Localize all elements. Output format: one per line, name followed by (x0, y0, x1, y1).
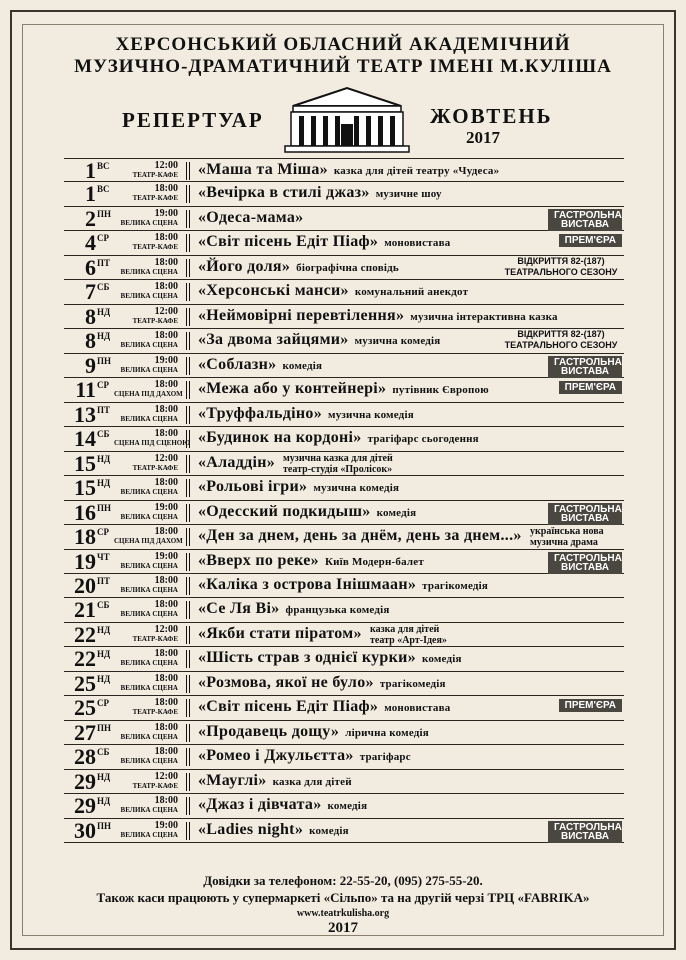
row-show-title: «Одесский подкидыш» (198, 502, 371, 520)
row-badge: ПРЕМ'ЄРА (559, 699, 622, 712)
schedule-row (64, 378, 624, 402)
schedule-row (64, 476, 624, 500)
row-genre-line1: музична казка для дітей (283, 452, 393, 464)
row-time: 18:00 (154, 795, 178, 807)
row-genre: комунальний анекдот (354, 286, 469, 299)
row-weekday: НД (97, 478, 111, 489)
row-genre: лірична комедія (345, 726, 429, 739)
footer-website[interactable]: www.teatrkulisha.org (296, 908, 390, 919)
theatre-name-line2: МУЗИЧНО-ДРАМАТИЧНИЙ ТЕАТР ІМЕНІ М.КУЛІША (74, 56, 612, 77)
row-venue: ВЕЛИКА СЦЕНА (120, 414, 178, 423)
row-weekday: ПТ (97, 404, 111, 415)
row-show-title: «Одеса-мама» (198, 208, 304, 226)
row-show-title: «Шість страв з однієї курки» (198, 649, 416, 667)
row-weekday: НД (97, 649, 111, 660)
row-divider (186, 162, 190, 180)
row-time: 18:00 (154, 648, 178, 660)
row-day: 13 (74, 401, 96, 427)
row-weekday: НД (97, 796, 111, 807)
schedule-row (64, 672, 624, 696)
schedule-row (64, 256, 624, 280)
row-genre: біографічна сповідь (296, 261, 399, 274)
row-day: 8 (85, 303, 96, 329)
row-venue: ВЕЛИКА СЦЕНА (120, 292, 178, 301)
row-show (198, 282, 468, 300)
row-show-title: «Соблазн» (198, 355, 277, 373)
row-time: 19:00 (154, 354, 178, 366)
row-time: 12:00 (154, 623, 178, 635)
row-time: 18:00 (154, 183, 178, 195)
row-show-title: «Ден за днем, день за днём, день за днем...» (198, 527, 522, 545)
row-venue: ВЕЛИКА СЦЕНА (120, 830, 178, 839)
row-day: 20 (74, 572, 96, 598)
row-weekday: СР (97, 380, 109, 391)
footer-phones: Довідки за телефоном: 22-55-20, (095) 275-55-20. (203, 873, 483, 888)
row-venue: ТЕАТР-КАФЕ (132, 171, 178, 179)
row-weekday: СР (97, 527, 109, 538)
repertoire-label: РЕПЕРТУАР (122, 108, 264, 132)
row-day: 8 (85, 328, 96, 354)
row-badge: ГАСТРОЛЬНА ВИСТАВА (548, 552, 622, 574)
row-venue: ТЕАТР-КАФЕ (132, 708, 178, 717)
schedule-row (64, 403, 624, 427)
row-time: 18:00 (154, 746, 178, 758)
footer-year: 2017 (328, 920, 358, 936)
row-genre: комедія (282, 359, 323, 372)
row-show (198, 258, 399, 276)
row-time: 12:00 (154, 452, 178, 464)
row-day: 4 (85, 230, 96, 256)
row-weekday: СБ (97, 600, 110, 611)
schedule-row (64, 329, 624, 353)
row-badge: ГАСТРОЛЬНА ВИСТАВА (548, 503, 622, 525)
row-day: 15 (74, 475, 96, 501)
row-divider (186, 455, 190, 473)
row-day: 7 (85, 279, 96, 305)
month-label: ЖОВТЕНЬ (430, 104, 553, 128)
schedule-row (64, 525, 624, 549)
row-genre: путівник Європою (392, 384, 489, 397)
row-venue: СЦЕНА ПІД ДАХОМ (114, 390, 183, 399)
row-time: 18:00 (154, 599, 178, 611)
year-label: 2017 (466, 128, 500, 147)
row-show-title: «Ромео і Джульєтта» (198, 747, 354, 765)
row-weekday: НД (97, 453, 111, 464)
row-day: 19 (74, 548, 96, 574)
row-divider (186, 822, 190, 840)
row-weekday: НД (97, 771, 111, 782)
row-genre-two-line (370, 624, 447, 646)
row-show-title: «Рольові ігри» (198, 478, 308, 496)
schedule-row (64, 770, 624, 794)
row-genre-two-line (530, 526, 604, 548)
row-day: 9 (85, 352, 96, 378)
row-genre: французька комедія (285, 604, 390, 617)
row-divider (186, 650, 190, 668)
row-day: 25 (74, 670, 96, 696)
row-day: 30 (74, 817, 96, 843)
row-show-title: «Неймовірні перевтілення» (198, 306, 405, 324)
row-genre-line2: театр-студія «Пролісок» (283, 463, 393, 475)
row-day: 28 (74, 744, 96, 770)
theatre-name-line1: ХЕРСОНСЬКИЙ ОБЛАСНИЙ АКАДЕМІЧНИЙ (115, 34, 571, 55)
row-genre-line2: театр «Арт-Ідея» (370, 634, 447, 646)
row-day: 6 (85, 254, 96, 280)
row-show-title: «Вверх по реке» (198, 551, 319, 569)
schedule-row (64, 721, 624, 745)
row-show-title: «Се Ля Ві» (198, 600, 280, 618)
row-day: 14 (74, 426, 96, 452)
row-genre: трагіфарс сьогодення (367, 433, 479, 446)
row-divider (186, 699, 190, 717)
row-show (198, 552, 424, 570)
row-day: 11 (75, 377, 96, 403)
row-genre: музична комедія (354, 335, 441, 348)
row-divider (186, 357, 190, 375)
row-genre: комедія (376, 506, 417, 519)
row-show-title: «Продавець дощу» (198, 722, 340, 740)
row-genre: музичне шоу (375, 188, 442, 201)
row-time: 12:00 (154, 160, 178, 171)
row-day: 29 (74, 793, 96, 819)
row-note: ВІДКРИТТЯ 82-(187) ТЕАТРАЛЬНОГО СЕЗОНУ (504, 329, 618, 351)
row-show (198, 503, 416, 521)
row-weekday: НД (97, 331, 111, 342)
row-show (198, 209, 303, 227)
row-note: ВІДКРИТТЯ 82-(187) ТЕАТРАЛЬНОГО СЕЗОНУ (504, 255, 618, 277)
row-time: 19:00 (154, 207, 178, 219)
row-weekday: ВС (97, 184, 110, 195)
row-time: 18:00 (154, 256, 178, 268)
row-day: 27 (74, 719, 96, 745)
row-divider (186, 479, 190, 497)
row-divider (186, 528, 190, 546)
schedule-row (64, 452, 624, 476)
row-venue: ВЕЛИКА СЦЕНА (120, 365, 178, 374)
row-show (198, 600, 390, 618)
row-show-title: «Будинок на кордоні» (198, 429, 362, 447)
row-genre: моновистава (384, 702, 451, 715)
row-venue: ТЕАТР-КАФЕ (132, 463, 178, 472)
row-day: 22 (74, 621, 96, 647)
row-day: 25 (74, 695, 96, 721)
row-day: 1 (85, 158, 96, 183)
schedule-row (64, 745, 624, 769)
row-divider (186, 675, 190, 693)
row-divider (186, 185, 190, 203)
schedule-row (64, 207, 624, 231)
schedule-row (64, 550, 624, 574)
row-time: 18:00 (154, 281, 178, 293)
row-divider (186, 430, 190, 448)
row-time: 18:00 (154, 428, 178, 440)
schedule-row (64, 501, 624, 525)
row-time: 12:00 (154, 770, 178, 782)
row-weekday: СБ (97, 429, 110, 440)
row-show-title: «Маша та Міша» (198, 161, 328, 178)
row-genre-line2: музична драма (530, 537, 598, 549)
row-genre: трагіфарс (359, 751, 411, 764)
row-divider (186, 601, 190, 619)
row-divider (186, 234, 190, 252)
row-show-title: «Каліка з острова Інішмаан» (198, 575, 417, 593)
row-show (198, 576, 488, 594)
row-weekday: ПН (97, 355, 112, 366)
row-weekday: ПТ (97, 575, 111, 586)
schedule-row (64, 696, 624, 720)
row-day: 22 (74, 646, 96, 672)
row-venue: ТЕАТР-КАФЕ (132, 781, 178, 790)
row-show-title: «Херсонські манси» (198, 282, 349, 300)
schedule-row (64, 158, 624, 182)
row-show (198, 233, 450, 251)
row-time: 18:00 (154, 477, 178, 489)
row-show-title: «Розмова, якої не було» (198, 673, 374, 691)
row-show (198, 821, 349, 839)
row-day: 18 (74, 524, 96, 550)
row-show (198, 405, 414, 423)
row-time: 18:00 (154, 526, 178, 538)
row-show-title: «Світ пісень Едіт Піаф» (198, 698, 379, 716)
row-genre: музична комедія (328, 408, 414, 421)
theatre-building-icon (283, 84, 411, 154)
row-divider (186, 553, 190, 571)
schedule-row (64, 354, 624, 378)
footer-cashiers: Також каси працюють у супермаркеті «Сільпо» та на другій черзі ТРЦ «FABRIKA» (96, 890, 590, 905)
row-show (198, 161, 499, 179)
row-time: 18:00 (154, 721, 178, 733)
row-show-title: «Джаз і дівчата» (198, 796, 322, 814)
row-venue: ВЕЛИКА СЦЕНА (120, 488, 178, 497)
row-badge: ПРЕМ'ЄРА (559, 381, 622, 394)
row-venue: ВЕЛИКА СЦЕНА (120, 732, 178, 741)
row-venue: ТЕАТР-КАФЕ (132, 634, 178, 643)
row-show (198, 478, 399, 496)
schedule-row (64, 623, 624, 647)
row-show (198, 184, 442, 202)
row-day: 21 (74, 597, 96, 623)
row-venue: ВЕЛИКА СЦЕНА (120, 218, 178, 227)
row-divider (186, 332, 190, 350)
row-weekday: ВС (97, 161, 110, 171)
row-show-title: «За двома зайцями» (198, 331, 349, 349)
row-weekday: НД (97, 624, 111, 635)
row-divider (186, 797, 190, 815)
row-day: 16 (74, 499, 96, 525)
row-show-title: «Аладдін» (198, 453, 276, 471)
row-venue: ВЕЛИКА СЦЕНА (120, 806, 178, 815)
row-divider (186, 283, 190, 301)
row-time: 19:00 (154, 819, 178, 831)
row-show-title: «Його доля» (198, 257, 291, 275)
row-show (198, 772, 352, 790)
row-time: 18:00 (154, 403, 178, 415)
row-show (198, 674, 446, 692)
row-time: 18:00 (154, 697, 178, 709)
row-day: 2 (85, 205, 96, 231)
row-venue: ВЕЛИКА СЦЕНА (120, 683, 178, 692)
row-show (198, 625, 362, 643)
row-divider (186, 381, 190, 399)
row-divider (186, 210, 190, 228)
schedule-row (64, 819, 624, 843)
row-genre: казка для дітей театру «Чудеса» (333, 165, 500, 177)
schedule-row (64, 182, 624, 206)
row-venue: СЦЕНА ПІД СЦЕНОЮ (114, 439, 191, 448)
row-weekday: ПН (97, 502, 112, 513)
row-show (198, 429, 479, 447)
row-show (198, 307, 558, 325)
schedule-row (64, 794, 624, 818)
schedule-table (64, 158, 624, 843)
row-genre: комедія (327, 800, 368, 813)
row-show-title: «Труффальдіно» (198, 404, 323, 422)
schedule-row (64, 305, 624, 329)
schedule-row (64, 574, 624, 598)
row-badge: ГАСТРОЛЬНА ВИСТАВА (548, 821, 622, 843)
row-show (198, 747, 411, 765)
row-weekday: СР (97, 698, 109, 709)
row-show (198, 356, 322, 374)
row-time: 18:00 (154, 379, 178, 391)
row-genre-two-line (283, 453, 393, 475)
row-venue: ВЕЛИКА СЦЕНА (120, 610, 178, 619)
row-venue: ВЕЛИКА СЦЕНА (120, 585, 178, 594)
row-divider (186, 577, 190, 595)
row-divider (186, 773, 190, 791)
row-show (198, 698, 450, 716)
row-time: 18:00 (154, 672, 178, 684)
row-weekday: СБ (97, 747, 110, 758)
row-venue: ТЕАТР-КАФЕ (132, 316, 178, 325)
row-divider (186, 724, 190, 742)
row-show (198, 527, 522, 545)
row-show (198, 649, 462, 667)
row-badge: ПРЕМ'ЄРА (559, 234, 622, 247)
row-time: 19:00 (154, 550, 178, 562)
row-genre: моновистава (384, 237, 451, 250)
row-venue: ТЕАТР-КАФЕ (132, 243, 178, 252)
row-time: 18:00 (154, 330, 178, 342)
row-show-title: «Вечірка в стилі джаз» (198, 184, 370, 202)
row-weekday: СР (97, 233, 109, 244)
row-venue: ВЕЛИКА СЦЕНА (120, 659, 178, 668)
row-genre: трагікомедія (379, 677, 446, 690)
row-weekday: ПН (97, 208, 112, 219)
row-divider (186, 406, 190, 424)
schedule-row (64, 647, 624, 671)
row-show-title: «Мауглі» (198, 771, 267, 789)
row-show-title: «Межа або у контейнері» (198, 380, 387, 398)
row-weekday: ПН (97, 722, 112, 733)
row-genre: трагікомедія (422, 579, 489, 592)
row-time: 12:00 (154, 305, 178, 317)
row-venue: ВЕЛИКА СЦЕНА (120, 267, 178, 276)
row-day: 1 (85, 181, 96, 207)
row-time: 18:00 (154, 574, 178, 586)
row-time: 18:00 (154, 232, 178, 244)
row-show (198, 454, 275, 472)
row-weekday: СБ (97, 282, 110, 293)
row-venue: ВЕЛИКА СЦЕНА (120, 512, 178, 521)
row-divider (186, 626, 190, 644)
row-genre: Київ Модерн-балет (324, 555, 424, 568)
row-badge: ГАСТРОЛЬНА ВИСТАВА (548, 356, 622, 378)
row-show-title: «Якби стати піратом» (198, 624, 362, 642)
row-weekday: ПТ (97, 257, 111, 268)
row-divider (186, 259, 190, 277)
row-show-title: «Світ пісень Едіт Піаф» (198, 233, 379, 251)
row-divider (186, 748, 190, 766)
row-show (198, 796, 367, 814)
row-show (198, 380, 489, 398)
row-genre: музична інтерактивна казка (410, 310, 558, 323)
schedule-row (64, 280, 624, 304)
row-venue: ВЕЛИКА СЦЕНА (120, 561, 178, 570)
row-weekday: ЧТ (97, 551, 110, 562)
row-time: 19:00 (154, 501, 178, 513)
row-show (198, 723, 429, 741)
row-genre: комедія (421, 653, 462, 666)
row-venue: ТЕАТР-КАФЕ (132, 194, 178, 203)
row-venue: ВЕЛИКА СЦЕНА (120, 757, 178, 766)
row-venue: СЦЕНА ПІД ДАХОМ (114, 537, 183, 546)
row-day: 29 (74, 768, 96, 794)
row-show-title: «Ladies night» (198, 820, 304, 838)
row-genre-line1: українська нова (530, 526, 604, 538)
row-genre: комедія (309, 824, 349, 837)
row-weekday: НД (97, 306, 111, 317)
schedule-row (64, 231, 624, 255)
row-divider (186, 308, 190, 326)
row-genre: казка для дітей (272, 775, 352, 788)
row-genre-line1: казка для дітей (370, 623, 440, 635)
row-day: 15 (74, 450, 96, 476)
row-weekday: НД (97, 673, 111, 684)
row-divider (186, 504, 190, 522)
row-venue: ВЕЛИКА СЦЕНА (120, 341, 178, 350)
schedule-row (64, 598, 624, 622)
row-genre: музична комедія (313, 482, 400, 495)
row-weekday: ПН (97, 820, 112, 831)
row-show (198, 331, 440, 349)
row-badge: ГАСТРОЛЬНА ВИСТАВА (548, 209, 622, 231)
schedule-row (64, 427, 624, 451)
